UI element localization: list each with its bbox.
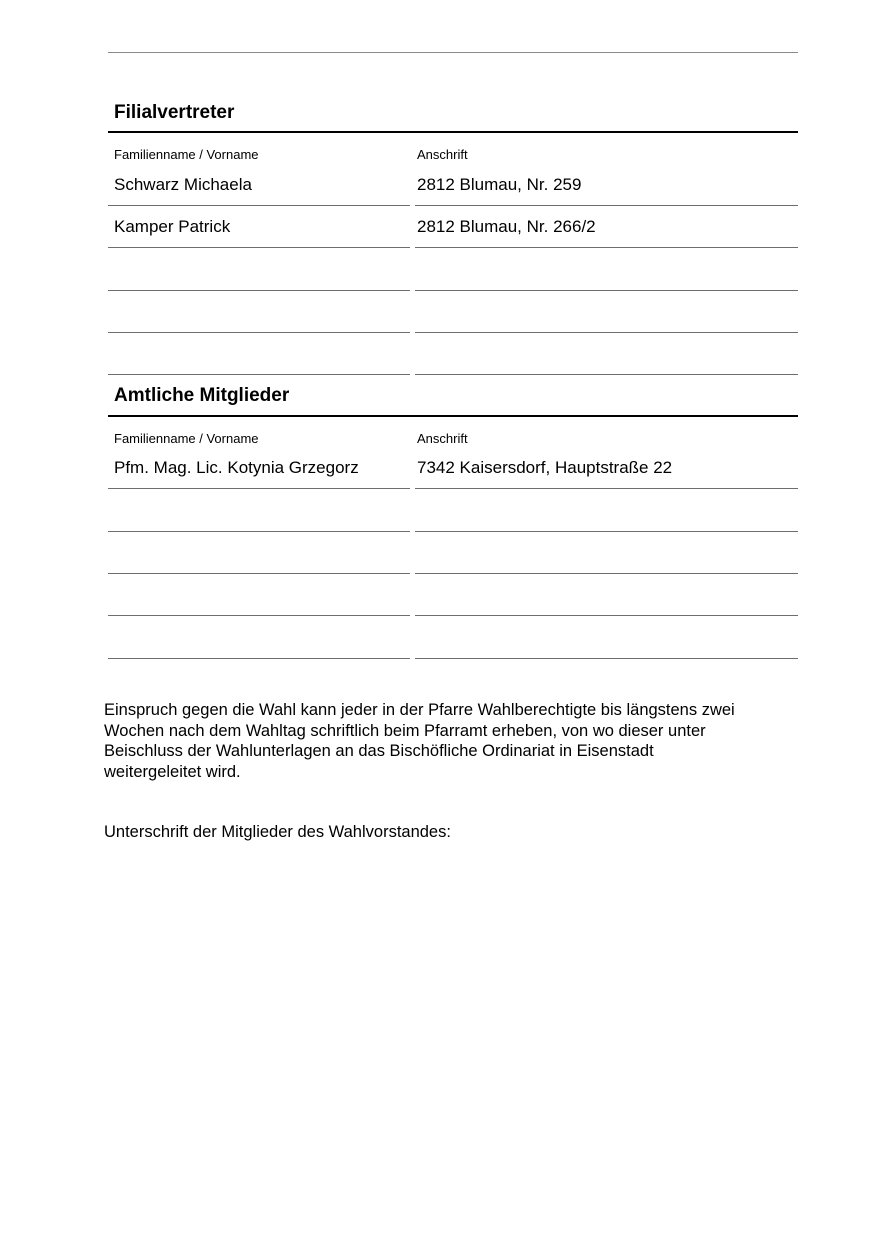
row-divider <box>108 658 798 659</box>
row-divider <box>108 488 798 489</box>
column-header-address: Anschrift <box>417 431 468 446</box>
filialvertreter-section <box>108 100 798 380</box>
title-rule <box>108 415 798 417</box>
column-header-name: Familienname / Vorname <box>114 431 259 446</box>
amtliche-mitglieder-title: Amtliche Mitglieder <box>114 385 290 406</box>
note-line-3: Beischluss der Wahlunterlagen an das Bischöfliche Ordinariat in Eisenstadt <box>104 742 654 760</box>
column-header-address: Anschrift <box>417 147 468 162</box>
note-line-1: Einspruch gegen die Wahl kann jeder in der Pfarre Wahlberechtigte bis längstens zwei <box>104 701 735 719</box>
row-divider <box>108 205 798 206</box>
row-divider <box>108 332 798 333</box>
note-line-4: weitergeleitet wird. <box>104 762 241 781</box>
row-divider <box>108 247 798 248</box>
filialvertreter-title: Filialvertreter <box>114 102 235 123</box>
column-header-name: Familienname / Vorname <box>114 147 259 162</box>
row-1-name: Pfm. Mag. Lic. Kotynia Grzegorz <box>114 458 359 477</box>
row-divider <box>108 374 798 375</box>
row-divider <box>108 573 798 574</box>
signature-label: Unterschrift der Mitglieder des Wahlvorstandes: <box>104 823 451 841</box>
row-divider <box>108 290 798 291</box>
row-divider <box>108 615 798 616</box>
row-1-address: 2812 Blumau, Nr. 259 <box>417 175 582 194</box>
note-line-2: Wochen nach dem Wahltag schriftlich beim Pfarramt erheben, von wo dieser unter <box>104 721 706 740</box>
amtliche-mitglieder-section <box>108 384 798 664</box>
row-1-name: Schwarz Michaela <box>114 175 252 194</box>
row-divider <box>108 531 798 532</box>
row-2-name: Kamper Patrick <box>114 217 231 236</box>
objection-note <box>104 700 784 782</box>
top-divider <box>108 52 798 53</box>
title-rule <box>108 131 798 133</box>
row-1-address: 7342 Kaisersdorf, Hauptstraße 22 <box>417 458 673 477</box>
row-2-address: 2812 Blumau, Nr. 266/2 <box>417 217 596 236</box>
